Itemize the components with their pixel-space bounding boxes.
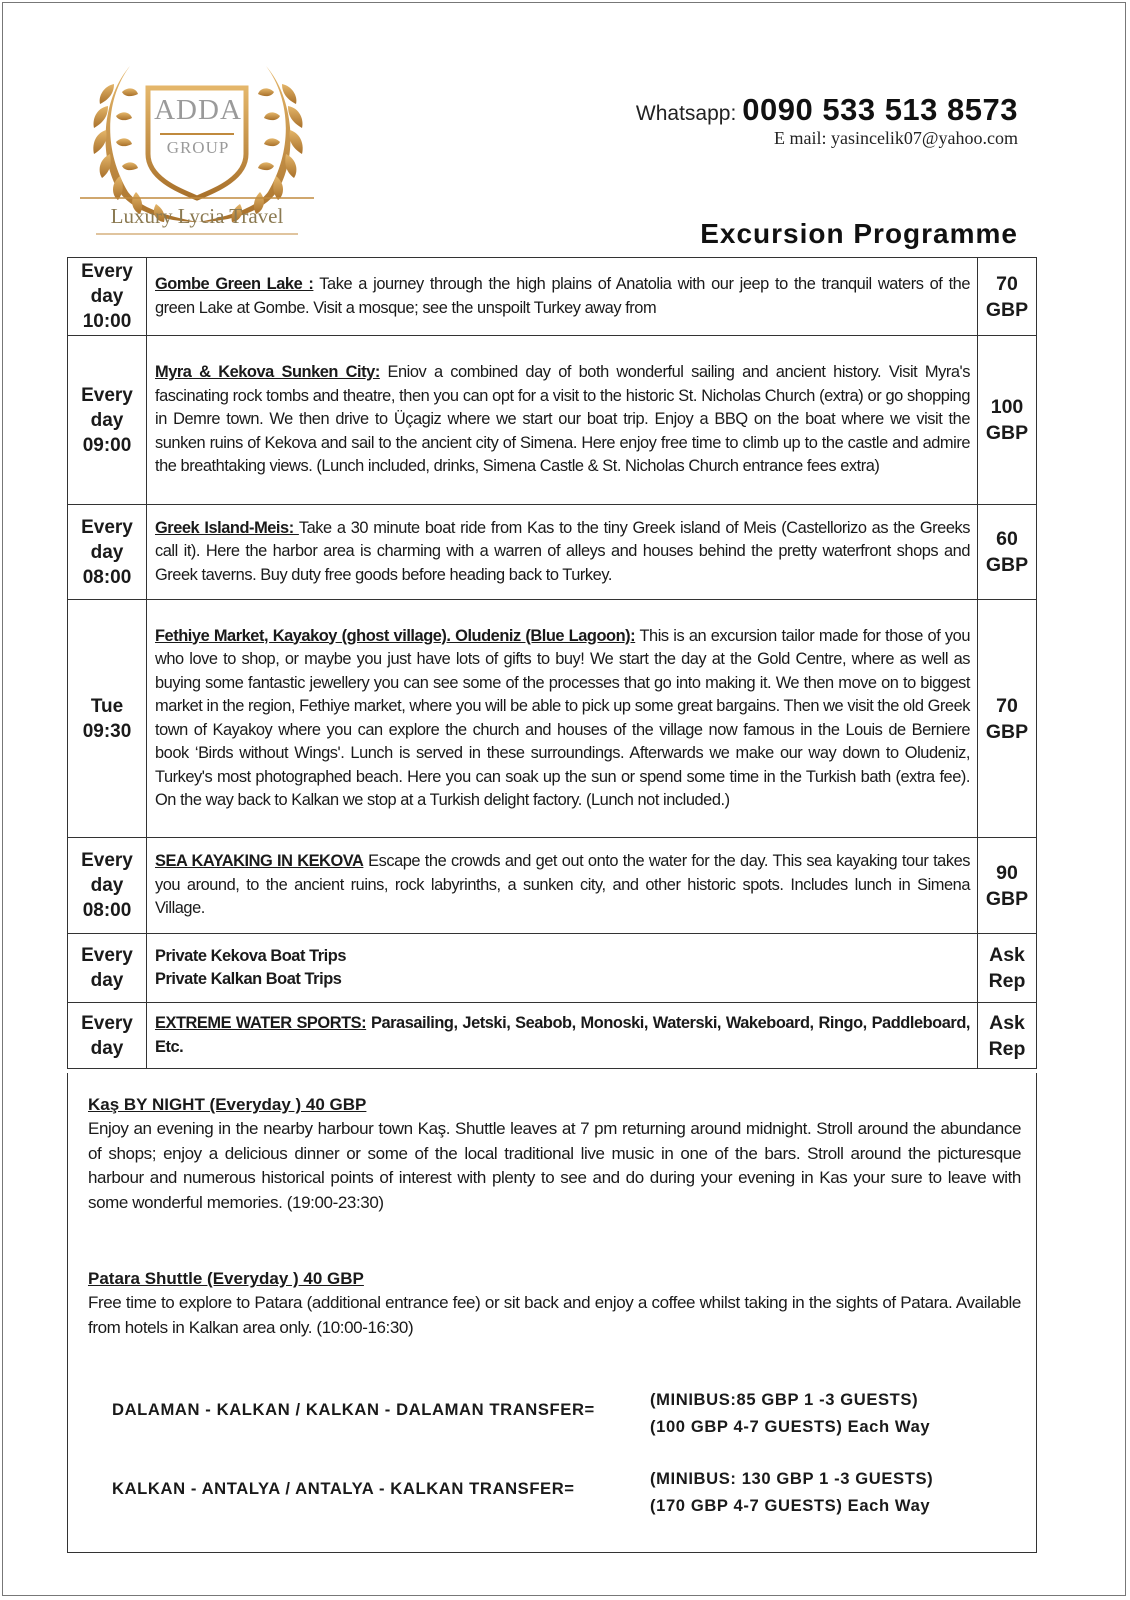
contact-block xyxy=(636,92,1018,149)
description-cell xyxy=(147,838,978,934)
schedule-line: Every xyxy=(81,384,133,406)
schedule-line: Every xyxy=(81,945,133,966)
price-cell xyxy=(978,838,1037,934)
schedule-cell xyxy=(68,838,147,934)
price-value: Ask xyxy=(989,1011,1025,1034)
price-unit: GBP xyxy=(985,554,1029,576)
table-row xyxy=(68,934,1037,1003)
schedule-line: 10:00 xyxy=(82,311,132,332)
schedule-line: Every xyxy=(81,516,133,538)
description-cell xyxy=(147,336,978,505)
schedule-line: Every xyxy=(81,850,133,871)
transfer-price-line: (170 GBP 4-7 GUESTS) Each Way xyxy=(650,1496,931,1515)
description-cell xyxy=(147,1003,978,1069)
price-cell xyxy=(978,336,1037,505)
price-cell xyxy=(978,1003,1037,1069)
excursion-title: Fethiye Market, Kayakoy (ghost village). Oludeniz (Blue Lagoon): xyxy=(155,626,636,645)
excursion-description: Eniov a combined day of both wonderful sailing and ancient history. Visit Myra's fascinating rock tombs and theatre, then you can opt for a visit to the historic St. Nicholas Church (extra) or go shopping in Demre town. We then drive to Üçagiz where we start our boat trip. Enjoy a BBQ on the boat where we visit the sunken ruins of Kekova and sail to the ancient city of Simena. Here enjoy free time to climb up to the castle and admire the breathtaking views. (Lunch included, drinks, Simena Castle & St. Nicholas Church entrance fees extra) xyxy=(155,363,970,476)
section-body: Free time to explore to Patara (additional entrance fee) or sit back and enjoy a coffee whilst taking in the sights of Patara. Available from hotels in Kalkan area only. (10:00-16:30) xyxy=(88,1293,1021,1337)
transfer-price-line: (100 GBP 4-7 GUESTS) Each Way xyxy=(650,1417,931,1436)
price-value: Ask xyxy=(989,944,1025,966)
price-unit: GBP xyxy=(985,422,1029,444)
price-cell xyxy=(978,258,1037,336)
schedule-line: 08:00 xyxy=(82,900,132,921)
price-unit: Rep xyxy=(988,970,1026,992)
schedule-line: Tue xyxy=(90,695,124,717)
section-title: Kaş BY NIGHT (Everyday ) 40 GBP xyxy=(88,1095,367,1114)
transfer-price xyxy=(650,1465,933,1519)
transfer-price-line: (MINIBUS:85 GBP 1 -3 GUESTS) xyxy=(650,1390,919,1409)
schedule-line: day xyxy=(90,875,124,896)
price-value: 100 xyxy=(990,396,1024,418)
table-row xyxy=(68,336,1037,505)
excursion-title: Gombe Green Lake : xyxy=(155,275,314,293)
schedule-cell xyxy=(68,336,147,505)
section-title: Patara Shuttle (Everyday ) 40 GBP xyxy=(88,1269,364,1288)
email-line[interactable]: E mail: yasincelik07@yahoo.com xyxy=(773,128,1018,148)
excursion-description: This is an excursion tailor made for those of you who love to shop, or maybe you just have lots of gifts to buy! We start the day at the Gold Centre, where as well as buying some fantastic jewellery you can see some of the processes that go into making it. We then move on to biggest market in the region, Fethiye market, where you will be able to pick up some great bargains. Then we visit the old Greek town of Kayakoy where you can explore the church and houses of the village now famous in the Louis de Berniere book ‘Birds without Wings'. Lunch is served in these surroundings. Afterwards we make our way down to Oludeniz, Turkey's most photographed beach. Here you can soak up the sun or spend some time in the Turkish bath (extra fee). On the way back to Kalkan we stop at a Turkish delight factory. (Lunch not included.) xyxy=(155,626,970,809)
price-cell xyxy=(978,934,1037,1003)
transfer-price xyxy=(650,1386,930,1440)
patara-section xyxy=(88,1267,1021,1340)
adda-group-logo xyxy=(66,58,328,240)
schedule-line: day xyxy=(90,1037,124,1059)
price-value: 70 xyxy=(996,694,1018,717)
schedule-line: 09:30 xyxy=(82,720,132,742)
schedule-line: Every xyxy=(81,1012,133,1034)
price-unit: GBP xyxy=(985,720,1029,743)
description-cell xyxy=(147,600,978,838)
excursion-description: Escape the crowds and get out onto the water for the day. This sea kayaking tour takes you around, to the ancient ruins, rock labyrinths, a sunken city, and other historic spots. Includes lunch in Simena Village. xyxy=(155,852,971,918)
description-cell xyxy=(147,258,978,336)
schedule-line: day xyxy=(90,541,124,563)
transfer-route: KALKAN - ANTALYA / ANTALYA - KALKAN TRANSFER= xyxy=(112,1479,575,1498)
schedule-line: day xyxy=(90,286,124,307)
excursion-title: Greek Island-Meis: xyxy=(155,518,299,537)
excursion-description: Take a journey through the high plains of Anatolia with our jeep to the tranquil waters of the green Lake at Gombe. Visit a mosque; see the unspoilt Turkey away from xyxy=(155,275,971,317)
table-row xyxy=(68,600,1037,838)
schedule-cell xyxy=(68,934,147,1003)
kas-night-section xyxy=(88,1093,1021,1215)
schedule-line: 09:00 xyxy=(82,434,132,456)
excursion-title: Myra & Kekova Sunken City: xyxy=(155,363,380,382)
excursion-description: Parasailing, Jetski, Seabob, Monoski, Waterski, Wakeboard, Ringo, Paddleboard, Etc. xyxy=(155,1014,970,1056)
logo-name: ADDA xyxy=(154,94,242,126)
price-value: 70 xyxy=(996,272,1018,295)
section-body: Enjoy an evening in the nearby harbour town Kaş. Shuttle leaves at 7 pm returning around midnight. Stroll around the abundance of shops; enjoy a delicious dinner or some of the local traditional live music in one of the bars. Stroll around the picturesque harbour and numerous historical points of interest with plenty to see and do during your evening in Kas your sure to leave with some wonderful memories. (19:00-23:30) xyxy=(88,1119,1021,1212)
whatsapp-row xyxy=(636,92,1018,128)
price-value: 60 xyxy=(996,528,1018,550)
transfer-route: DALAMAN - KALKAN / KALKAN - DALAMAN TRANSFER= xyxy=(112,1400,595,1419)
whatsapp-label: Whatsapp: xyxy=(635,102,737,125)
schedule-line: day xyxy=(90,409,124,431)
excursion-table xyxy=(67,257,1037,1069)
table-row xyxy=(68,1003,1037,1069)
logo-group: GROUP xyxy=(166,138,230,157)
schedule-line: Every xyxy=(81,261,133,282)
schedule-cell xyxy=(68,505,147,600)
schedule-cell xyxy=(68,600,147,838)
schedule-cell xyxy=(68,258,147,336)
description-cell xyxy=(147,505,978,600)
private-trip-line: Private Kalkan Boat Trips xyxy=(155,970,342,988)
price-unit: Rep xyxy=(988,1037,1026,1060)
description-cell xyxy=(147,934,978,1003)
price-cell xyxy=(978,505,1037,600)
excursion-title: SEA KAYAKING IN KEKOVA xyxy=(155,852,364,871)
excursion-description: Take a 30 minute boat ride from Kas to the tiny Greek island of Meis (Castellorizo as the Greeks call it). Here the harbor area is charming with a warren of alleys and houses behind the pretty waterfront shops and Greek taverns. Buy duty free goods before heading back to Turkey. xyxy=(155,518,970,584)
page-title: Excursion Programme xyxy=(700,218,1018,249)
schedule-cell xyxy=(68,1003,147,1069)
table-row xyxy=(68,838,1037,934)
price-unit: GBP xyxy=(985,887,1029,910)
private-trip-line: Private Kekova Boat Trips xyxy=(155,946,346,965)
table-row xyxy=(68,505,1037,600)
price-cell xyxy=(978,600,1037,838)
whatsapp-number[interactable]: 0090 533 513 8573 xyxy=(742,92,1018,127)
price-value: 90 xyxy=(996,861,1018,884)
excursion-title: EXTREME WATER SPORTS: xyxy=(155,1014,367,1032)
transfer-price-line: (MINIBUS: 130 GBP 1 -3 GUESTS) xyxy=(650,1469,934,1488)
schedule-line: day xyxy=(90,970,124,991)
extras-box xyxy=(67,1073,1037,1553)
schedule-line: 08:00 xyxy=(82,566,132,588)
table-row xyxy=(68,258,1037,336)
price-unit: GBP xyxy=(985,298,1029,321)
logo-tagline: Luxury Lycia Travel xyxy=(110,204,284,228)
